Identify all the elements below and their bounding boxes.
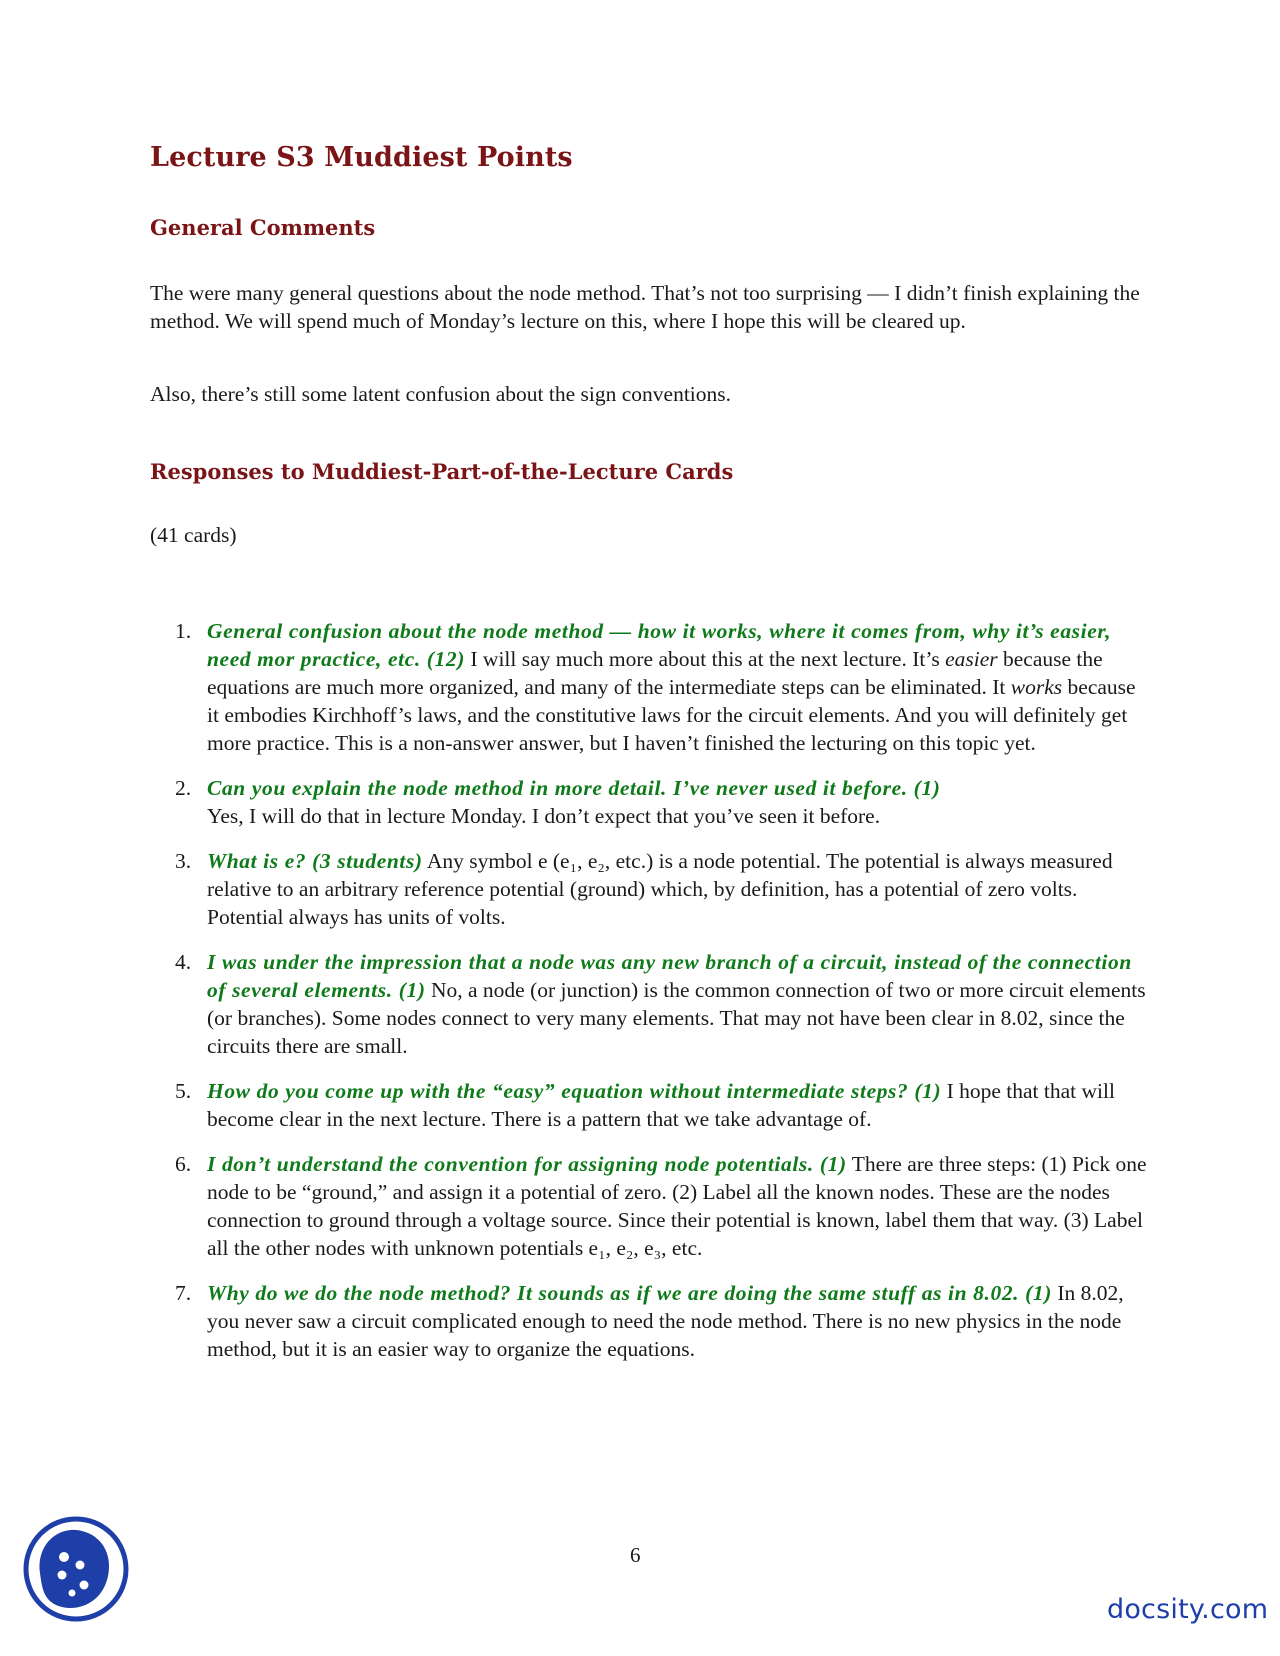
question-text: General confusion about the node method — how it works, where it comes from, why it’s easier, need mor practice, etc. (12) (207, 619, 1112, 671)
question-text: I was under the impression that a node was any new branch of a circuit, instead of the connection of several elements. (1) (207, 950, 1132, 1002)
list-item (150, 847, 1150, 931)
item-number: 7. (175, 1281, 192, 1305)
list-item (150, 948, 1150, 1060)
item-number: 5. (175, 1079, 192, 1103)
answer-text: There are three steps: (1) Pick one node to be “ground,” and assign it a potential of zero. (2) Label all the known nodes. These are the nodes connection to ground through a voltage source. Since their potential is known, label them that way. (3) Label all the other nodes with unknown potentials e₁, e₂, e₃, etc. (207, 1152, 1147, 1260)
answer-text: No, a node (or junction) is the common connection of two or more circuit elements (or branches). Some nodes connect to very many elements. That may not have been clear in 8.02, since the circuits there are small. (207, 978, 1146, 1058)
docsity-brand-link[interactable]: docsity.com (1107, 1594, 1269, 1625)
item-number: 3. (175, 849, 192, 873)
list-item (150, 774, 1150, 830)
question-text: Why do we do the node method? It sounds as if we are doing the same stuff as in 8.02. (1) (207, 1281, 1052, 1305)
item-number: 4. (175, 950, 192, 974)
item-number: 1. (175, 619, 192, 643)
list-item (150, 1150, 1150, 1262)
docsity-logo-icon[interactable] (22, 1513, 130, 1625)
page-title: Lecture S3 Muddiest Points (150, 142, 573, 173)
answer-text: because the equations are much more organized, and many of the intermediate steps can be eliminated. It (207, 647, 1103, 699)
general-comments-heading: General Comments (150, 215, 376, 240)
list-item (150, 1279, 1150, 1363)
list-item (150, 1077, 1150, 1133)
answer-text: Yes, I will do that in lecture Monday. I don’t expect that you’ve seen it before. (207, 804, 881, 828)
responses-list (150, 617, 1150, 1363)
answer-text: I will say much more about this at the next lecture. It’s (465, 647, 946, 671)
question-text: How do you come up with the “easy” equation without intermediate steps? (1) (207, 1079, 942, 1103)
question-text: I don’t understand the convention for assigning node potentials. (1) (207, 1152, 847, 1176)
question-text: What is e? (3 students) (207, 849, 423, 873)
answer-emphasis: works (1010, 675, 1063, 699)
answer-text: because it embodies Kirchhoff’s laws, and the constitutive laws for the circuit elements. And you will definitely get more practice. This is a non-answer answer, but I haven’t finished the lecturing on this topic yet. (207, 675, 1136, 755)
list-item (150, 617, 1150, 757)
answer-text: I hope that that will become clear in the next lecture. There is a pattern that we take advantage of. (207, 1079, 1115, 1131)
answer-emphasis: easier (945, 647, 998, 671)
answer-text: Any symbol e (e₁, e₂, etc.) is a node potential. The potential is always measured relative to an arbitrary reference potential (ground) which, by definition, has a potential of zero volts. Potential always has units of volts. (207, 849, 1113, 929)
item-number: 2. (175, 776, 192, 800)
question-text: Can you explain the node method in more detail. I’ve never used it before. (1) (207, 776, 941, 800)
item-number: 6. (175, 1152, 192, 1176)
responses-heading: Responses to Muddiest-Part-of-the-Lecture Cards (150, 459, 734, 484)
page-number: 6 (630, 1543, 641, 1567)
general-paragraph-1: The were many general questions about the node method. That’s not too surprising — I didn’t finish explaining the method. We will spend much of Monday’s lecture on this, where I hope this will be cleared up. (150, 281, 1140, 333)
general-paragraph-2: Also, there’s still some latent confusion about the sign conventions. (150, 382, 732, 406)
card-count: (41 cards) (150, 523, 237, 547)
answer-text: In 8.02, you never saw a circuit complicated enough to need the node method. There is no new physics in the node method, but it is an easier way to organize the equations. (207, 1281, 1124, 1361)
